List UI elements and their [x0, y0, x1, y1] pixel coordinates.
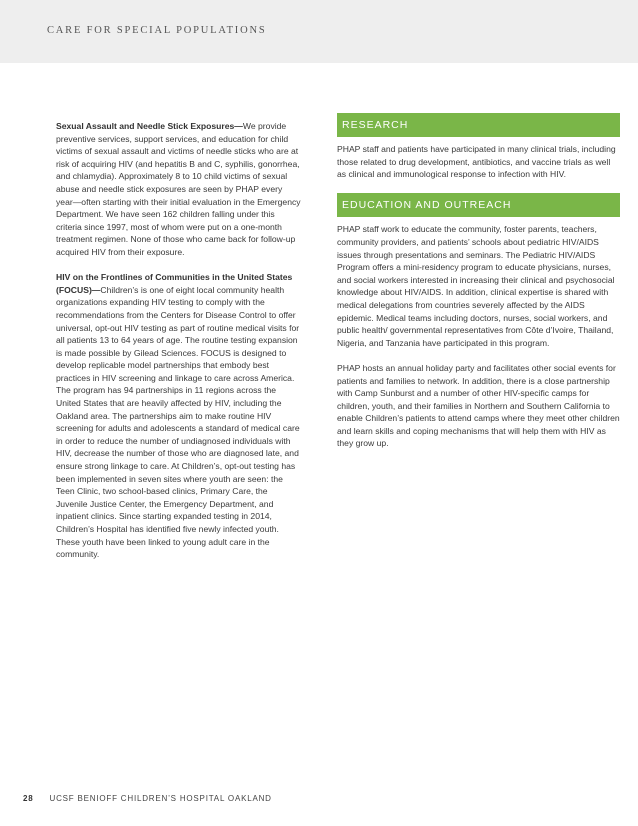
education-heading: EDUCATION AND OUTREACH — [337, 193, 620, 217]
page-number: 28 — [23, 794, 34, 803]
left-column — [56, 120, 301, 573]
research-heading: RESEARCH — [337, 113, 620, 137]
header-band — [0, 0, 638, 63]
paragraph-sexual-assault — [56, 120, 301, 259]
paragraph-body: Children’s is one of eight local community health organizations expanding HIV testing to comply with the recommendations from the Centers for Disease Control to offer universal, opt-out HIV testing as part of routine medical visits for all patients 13 to 64 years of age. The routine testing expansion is made possible by Gilead Sciences. FOCUS is designed to develop replicable model partnerships that embody best practices in HIV screening and linkage to care across America. The program has 94 partnerships in 11 regions across the United States that are heavily affected by HIV, including the Oakland area. The partnerships aim to make routine HIV screening for adults and adolescents a standard of medical care in order to reduce the number of undiagnosed individuals with HIV, decrease the number of those who are diagnosed late, and ensure strong linkage to care. At Children’s, opt-out testing has been implemented in seven sites where youth are seen: the Teen Clinic, two school-based clinics, Primary Care, the Juvenile Justice Center, the Emergency Department, and inpatient clinics. Since starting expanded testing in 2014, Children’s Hospital has identified five newly infected youth. These youth have been linked to young adult care in the community. — [56, 284, 300, 560]
paragraph-lead: Sexual Assault and Needle Stick Exposures— — [56, 121, 243, 131]
right-column — [337, 113, 620, 463]
paragraph-lead: HIV on the Frontlines of Communities in the United States (FOCUS)— — [56, 272, 293, 295]
paragraph-body: We provide preventive services, support services, and education for child victims of sexual assault and victims of needle sticks who are at risk of acquiring HIV (and hepatitis B and C, syphilis, gonorrhea, and chlamydia). Approximately 8 to 10 child victims of sexual abuse and needle stick exposures are seen by PHAP every year—often starting with their initial evaluation in the Emergency Department. We have seen 162 children falling under this criteria since 1997, most of whom were put on a one-month treatment regimen. None of those who came back for follow-up acquired HIV from their exposure. — [56, 121, 301, 257]
education-paragraph-1: PHAP staff work to educate the community, foster parents, teachers, community providers, and patients’ schools about pediatric HIV/AIDS issues through presentations and seminars. The Pediatric HIV/AIDS Program offers a mini-residency program to educate physicians, nurses, and social workers interested in increasing their clinical and psychosocial knowledge about HIV/AIDS. In addition, clinical expertise is shared with medical delegations from countries severely affected by the AIDS epidemic. Medical teams including doctors, nurses, social workers, and public health/ governmental representatives from Côte d’Ivoire, Thailand, Nigeria, and Tanzania have participated in this program. — [337, 224, 615, 348]
paragraph-focus — [56, 271, 301, 561]
publication-name: UCSF BENIOFF CHILDREN’S HOSPITAL OAKLAND — [49, 794, 272, 803]
education-paragraph-2: PHAP hosts an annual holiday party and facilitates other social events for patients and families to network. In addition, there is a close partnership with Camp Sunburst and a number of other HIV-specific camps for children, youth, and their families in Northern and Southern California to enable Children’s patients to attend camps where they meet other children and learn skills and coping mechanisms that will help them with HIV as they grow up. — [337, 362, 620, 449]
page-footer — [23, 794, 272, 803]
research-paragraph: PHAP staff and patients have participated in many clinical trials, including those related to drug development, antibiotics, and vaccine trials as well as clinical and immunological response to infection with HIV. — [337, 144, 616, 180]
section-label: CARE FOR SPECIAL POPULATIONS — [47, 25, 267, 36]
